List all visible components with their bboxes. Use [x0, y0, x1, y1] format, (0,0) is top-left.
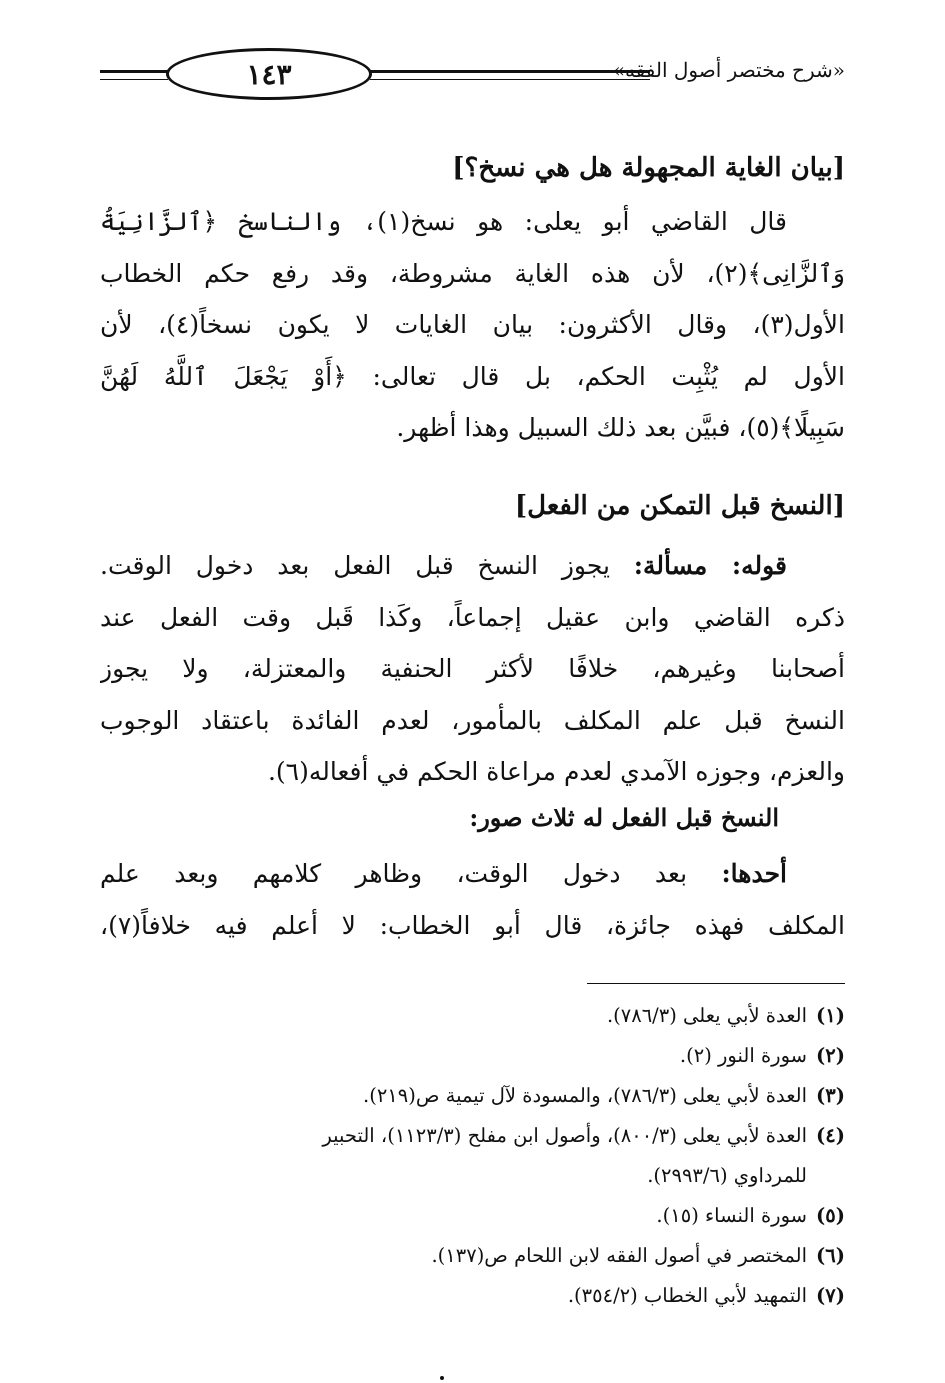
footnote	[100, 1116, 845, 1156]
footnote	[100, 1036, 845, 1076]
footnote-text: العدة لأبي يعلى (٨٠٠/٣)، وأصول ابن مفلح (١١٢٣/٣)، التحبير	[322, 1124, 807, 1147]
footnote-text: التمهيد لأبي الخطاب (٣٥٤/٢).	[567, 1284, 807, 1307]
page-number: ١٤٣	[166, 48, 372, 100]
text-line: والعزم، وجوزه الآمدي لعدم مراعاة الحكم في أفعاله(٦).	[267, 757, 845, 786]
section-heading: [بيان الغاية المجهولة هل هي نسخ؟]	[452, 153, 845, 183]
footnote	[100, 1196, 845, 1236]
keyword: أحدها:	[721, 859, 787, 888]
text-line: الأول(٣)، وقال الأكثرون: بيان الغايات لا يكون نسخاً(٤)، لأن	[100, 310, 845, 339]
footnote-text: المختصر في أصول الفقه لابن اللحام ص(١٣٧).	[431, 1244, 807, 1267]
footnote-number: (٢)	[816, 1044, 845, 1067]
header-rule-left	[100, 70, 168, 80]
text-line: أصحابنا وغيرهم، خلافًا لأكثر الحنفية والمعتزلة، ولا يجوز	[100, 654, 845, 683]
footnote	[100, 996, 845, 1036]
footnote-continuation: للمرداوي (٢٩٩٣/٦).	[647, 1164, 807, 1187]
text-line	[100, 540, 845, 592]
footnote-separator	[587, 983, 845, 984]
page-header	[100, 48, 845, 108]
section-heading: [النسخ قبل التمكن من الفعل]	[514, 491, 845, 521]
paragraph-2	[100, 540, 845, 798]
text-line: الأول لم يُثْبِت الحكم، بل قال تعالى: ﴿أَوْ يَجْعَلَ ٱللَّهُ لَهُنَّ	[100, 361, 845, 391]
footnote-number: (٣)	[816, 1084, 845, 1107]
subsection	[100, 798, 845, 838]
footnote-text: سورة النور (٢).	[679, 1044, 807, 1067]
footnote-number: (٤)	[816, 1124, 845, 1147]
footnote	[100, 1076, 845, 1116]
section-2	[100, 486, 845, 526]
footnote-text: العدة لأبي يعلى (٧٨٦/٣).	[606, 1004, 807, 1027]
text-line: المكلف فهذه جائزة، قال أبو الخطاب: لا أعلم فيه خلافاً(٧)،	[100, 910, 845, 940]
footnote-number: (١)	[816, 1004, 845, 1027]
footnote-text: العدة لأبي يعلى (٧٨٦/٣)، والمسودة لآل تيمية ص(٢١٩).	[363, 1084, 807, 1107]
text-line	[100, 848, 845, 900]
keyword: قوله: مسألة:	[633, 551, 787, 580]
text-line: قال القاضي أبو يعلى: هو نسخ(١)، والناسخ ﴿ٱلزَّانِيَةُ	[100, 207, 787, 236]
subheading: النسخ قبل الفعل له ثلاث صور:	[469, 803, 779, 832]
text-line: سَبِيلًا﴾(٥)، فبيَّن بعد ذلك السبيل وهذا أظهر.	[396, 413, 845, 442]
footnote	[100, 1236, 845, 1276]
paragraph-3	[100, 848, 845, 951]
paragraph-1	[100, 196, 845, 454]
section-1	[100, 148, 845, 188]
footnote	[100, 1276, 845, 1316]
running-title: «شرح مختصر أصول الفقه»	[612, 58, 845, 82]
text-line: ذكره القاضي وابن عقيل إجماعاً، وكَذا قَبل وقت الفعل عند	[100, 602, 845, 632]
text-line: النسخ قبل علم المكلف بالمأمور، لعدم الفائدة باعتقاد الوجوب	[100, 705, 845, 735]
header-rule-right	[370, 70, 650, 80]
footnote-text: سورة النساء (١٥).	[656, 1204, 807, 1227]
footnote-number: (٦)	[816, 1244, 845, 1267]
page-mark	[440, 1376, 444, 1380]
footnote-number: (٧)	[816, 1284, 845, 1307]
text-fragment: بعد دخول الوقت، وظاهر كلامهم وبعد علم	[100, 859, 722, 888]
footnote-number: (٥)	[816, 1204, 845, 1227]
text-line: وَٱلزَّانِى﴾(٢)، لأن هذه الغاية مشروطة، وقد رفع حكم الخطاب	[100, 258, 845, 288]
footnotes	[100, 996, 845, 1316]
text-fragment: يجوز النسخ قبل الفعل بعد دخول الوقت.	[100, 551, 634, 580]
